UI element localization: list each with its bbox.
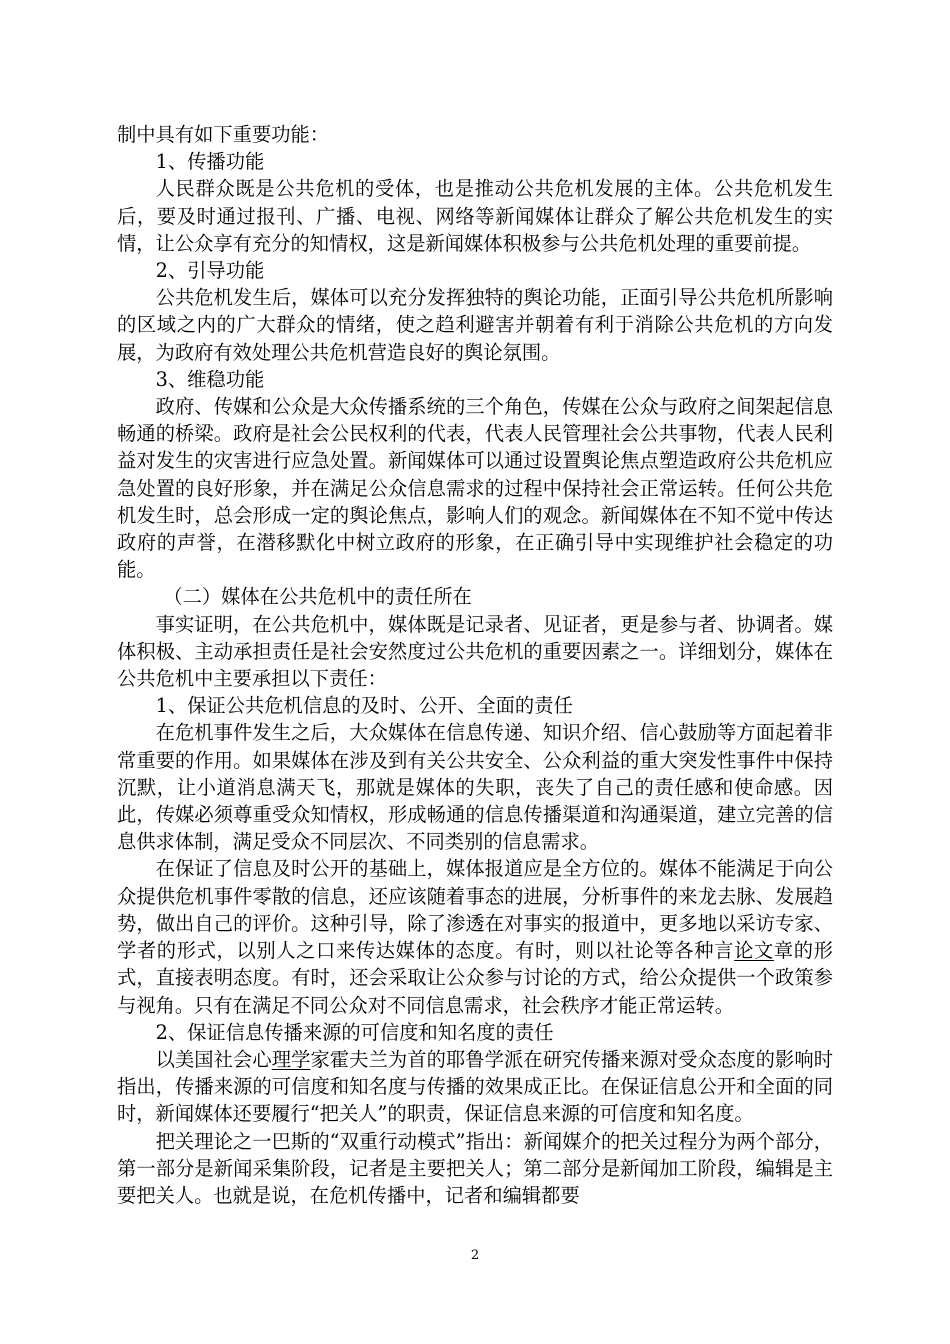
text-run: 在保证了信息及时公开的基础上，媒体报道应是全方位的。媒体不能满足于向公众提供危机事件零散的信息，还应该随着事态的进展，分析事件的来龙去脉、发展趋势，做出自己的评价。这种引导，除了渗透在对事实的报道中，更多地以采访专家、学者的形式，以别人之口来传达媒体的态度。有时，则以社论等各种言: [117, 857, 833, 963]
body-text: [117, 121, 833, 1209]
text-run: 章的形式，直接表明态度。有时，还会采取让公众参与讨论的方式，给公众提供一个政策参与视角。只有在满足不同公众对不同信息需求，社会秩序才能正常运转。: [117, 939, 833, 1017]
section-heading: 1、传播功能: [155, 150, 265, 174]
paragraph: 制中具有如下重要功能：: [117, 123, 330, 146]
paragraph: [117, 1046, 833, 1128]
paragraph: 把关理论之一巴斯的“双重行动模式”指出：新闻媒介的把关过程分为两个部分，第一部分是新闻采集阶段，记者是主要把关人；第二部分是新闻加工阶段，编辑是主要把关人。也就是说，在危机传播中，记者和编辑都要: [117, 1129, 833, 1207]
section-heading: 2、引导功能: [155, 259, 265, 283]
section-heading: 2、保证信息传播来源的可信度和知名度的责任: [155, 1020, 554, 1044]
paragraph: [117, 855, 833, 1018]
section-heading: （二）媒体在公共危机中的责任所在: [163, 585, 472, 609]
section-heading: 1、保证公共危机信息的及时、公开、全面的责任: [155, 694, 573, 718]
underlined-text: 理学: [271, 1047, 311, 1071]
paragraph: 在危机事件发生之后，大众媒体在信息传递、知识介绍、信心鼓励等方面起着非常重要的作用。如果媒体在涉及到有关公共安全、公众利益的重大突发性事件中保持沉默，让小道消息满天飞，那就是媒体的失职，丧失了自己的责任感和使命感。因此，传媒必须尊重受众知情权，形成畅通的信息传播渠道和沟通渠道，建立完善的信息供求体制，满足受众不同层次、不同类别的信息需求。: [117, 721, 833, 854]
paragraph: 公共危机发生后，媒体可以充分发挥独特的舆论功能，正面引导公共危机所影响的区域之内的广大群众的情绪，使之趋利避害并朝着有利于消除公共危机的方向发展，为政府有效处理公共危机营造良好的舆论氛围。: [117, 286, 833, 364]
text-run: 以美国社会心: [155, 1047, 272, 1071]
page-number: 2: [470, 1248, 480, 1263]
paragraph: 人民群众既是公共危机的受体，也是推动公共危机发展的主体。公共危机发生后，要及时通过报刊、广播、电视、网络等新闻媒体让群众了解公共危机发生的实情，让公众享有充分的知情权，这是新闻媒体积极参与公共危机处理的重要前提。: [117, 177, 833, 255]
paragraph: 事实证明，在公共危机中，媒体既是记录者、见证者，更是参与者、协调者。媒体积极、主动承担责任是社会安然度过公共危机的重要因素之一。详细划分，媒体在公共危机中主要承担以下责任：: [117, 612, 833, 691]
underlined-text: 论文: [734, 939, 774, 963]
section-heading: 3、维稳功能: [155, 367, 265, 391]
paragraph: 政府、传媒和公众是大众传播系统的三个角色，传媒在公众与政府之间架起信息畅通的桥梁。政府是社会公民权利的代表，代表人民管理社会公共事物，代表人民利益对发生的灾害进行应急处置。新闻媒体可以通过设置舆论焦点塑造政府公共危机应急处置的良好形象，并在满足公众信息需求的过程中保持社会正常运转。任何公共危机发生时，总会形成一定的舆论焦点，影响人们的观念。新闻媒体在不知不觉中传达政府的声誉，在潜移默化中树立政府的形象，在正确引导中实现维护社会稳定的功能。: [117, 395, 833, 582]
text-run: 家霍夫兰为首的耶鲁学派在研究传播来源对受众态度的影响时指出，传播来源的可信度和知名度与传播的效果成正比。在保证信息公开和全面的同时，新闻媒体还要履行“把关人”的职责，保证信息来源的可信度和知名度。: [117, 1047, 834, 1126]
